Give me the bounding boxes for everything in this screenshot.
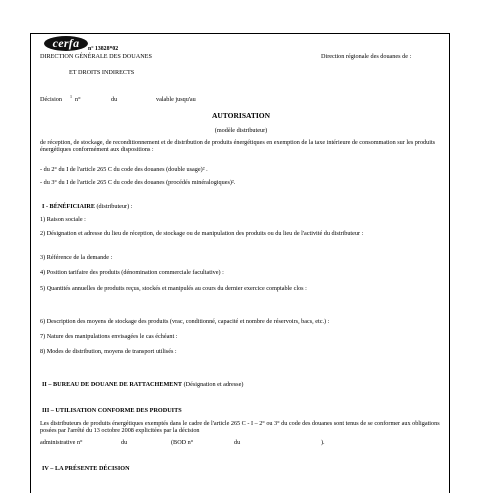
beneficiary-field: 5) Quantités annuelles de produits reçus, stockés et manipulés au cours du dernier exercice comptable clos : [40, 285, 307, 292]
legal-basis-item: - du 3° du I de l'article 265 C du code des douanes (procédés minéralogiques)². [40, 179, 236, 186]
cerfa-logo: cerfa [44, 36, 88, 51]
beneficiary-field: 4) Position tarifaire des produits (dénomination commerciale facultative) : [40, 269, 224, 276]
beneficiary-field: 7) Nature des manipulations envisagées le cas échéant : [40, 333, 178, 340]
decision-number-label: n° [75, 96, 81, 103]
bod-date-label: du [234, 439, 241, 446]
department-name: DIRECTION GÉNÉRALE DES DOUANES [40, 53, 152, 60]
regional-directorate-label: Direction régionale des douanes de : [321, 53, 412, 60]
section-heading-customs-office: II – BUREAU DE DOUANE DE RATTACHEMENT (Désignation et adresse) [42, 381, 244, 388]
document-title: AUTORISATION [211, 111, 271, 120]
document-subtitle: (modèle distributeur) [214, 127, 268, 134]
admin-decision-number-label: administrative n° [40, 439, 83, 446]
bod-number-label: (BOD n° [171, 439, 194, 446]
beneficiary-field: 8) Modes de distribution, moyens de transport utilisés : [40, 348, 177, 355]
legal-basis-item: - du 2° du I de l'article 265 C du code des douanes (double usage)² . [40, 166, 208, 173]
closing-parenthesis: ). [321, 439, 325, 446]
conforming-use-text: Les distributeurs de produits énergétiques exemptés dans le cadre de l'article 265 C - I – 2° ou 3° du code des douanes sont tenus de se conformer aux obligations posées par l'arrêté du 13 octobre 2008 explicitées par la décision [40, 420, 440, 434]
validity-label: valable jusqu'au [156, 96, 196, 103]
form-number: n° 13828*02 [88, 46, 119, 52]
intro-paragraph: de réception, de stockage, de reconditionnement et de distribution de produits énergétiques en exemption de la taxe intérieure de consommation sur les produits énergétiques conformément aux dispositions : [40, 139, 436, 153]
beneficiary-field: 6) Description des moyens de stockage des produits (vrac, conditionné, capacité et nombre de réservoirs, bacs, etc.) : [40, 318, 330, 325]
section-heading-beneficiary: I - BÉNÉFICIAIRE (distributeur) : [42, 203, 133, 210]
section-heading-conforming-use: III – UTILISATION CONFORME DES PRODUITS [42, 407, 182, 414]
decision-label: Décision [40, 96, 62, 103]
department-name-line2: ET DROITS INDIRECTS [69, 69, 135, 76]
form-page [30, 33, 450, 493]
section-heading-decision: IV – LA PRÉSENTE DÉCISION [42, 465, 130, 472]
beneficiary-field: 1) Raison sociale : [40, 216, 86, 223]
beneficiary-field: 2) Désignation et adresse du lieu de réception, de stockage ou de manipulation des produits ou du lieu de l'activité du distributeur : [40, 230, 364, 237]
decision-footnote-ref: 1 [70, 94, 72, 99]
beneficiary-field: 3) Référence de la demande : [40, 254, 113, 261]
decision-date-label: du [111, 96, 118, 103]
admin-decision-date-label: du [121, 439, 128, 446]
